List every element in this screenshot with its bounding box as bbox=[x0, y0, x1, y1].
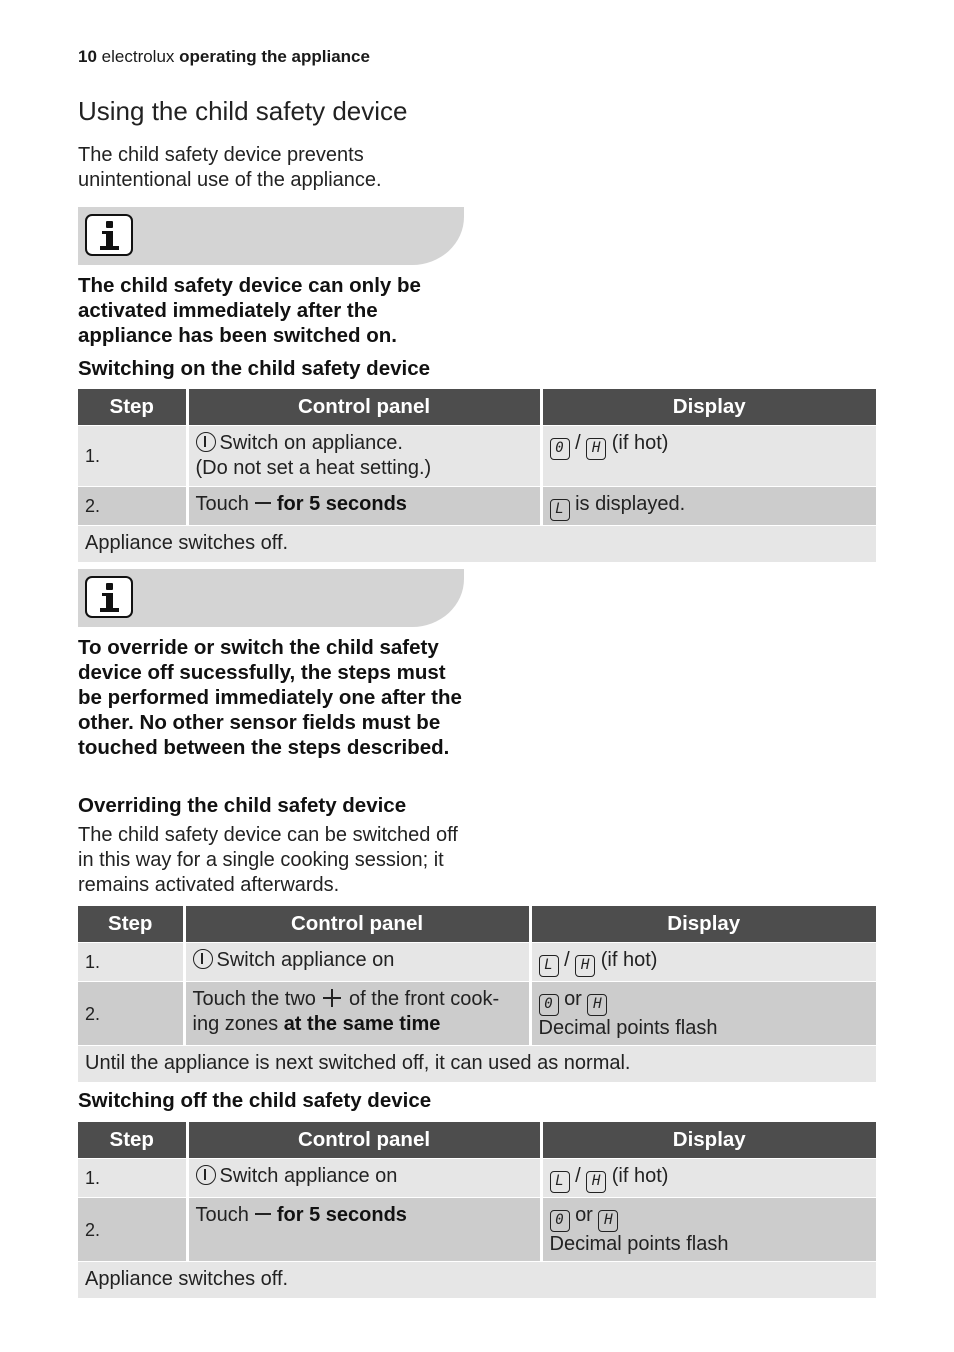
minus-icon bbox=[255, 502, 271, 504]
override-table bbox=[78, 906, 876, 1082]
display-cell: L / H (if hot) bbox=[530, 943, 876, 982]
power-icon bbox=[193, 949, 213, 969]
info-icon bbox=[85, 214, 133, 256]
table-row bbox=[78, 426, 876, 487]
column-header: Display bbox=[541, 1122, 876, 1159]
display-digit-icon: 0 bbox=[550, 1210, 570, 1232]
minus-icon bbox=[255, 1213, 271, 1215]
display-cell: 0 or H Decimal points flash bbox=[541, 1198, 876, 1262]
info-note-text: The child safety device can only be activated immediately after the appliance has been switched on. bbox=[78, 274, 421, 347]
override-text: The child safety device can be switched off in this way for a single cooking session; it remains activated afterwards. bbox=[78, 824, 458, 896]
control-cell: Switch appliance on bbox=[184, 943, 530, 982]
control-cell: Switch appliance on bbox=[187, 1159, 541, 1198]
step-number: 1. bbox=[78, 943, 184, 982]
display-digit-icon: H bbox=[586, 1171, 606, 1193]
display-digit-icon: L bbox=[550, 499, 570, 521]
display-cell: L is displayed. bbox=[541, 487, 876, 526]
display-digit-icon: 0 bbox=[539, 994, 559, 1016]
step-number: 2. bbox=[78, 982, 184, 1046]
display-digit-icon: H bbox=[587, 994, 607, 1016]
override-heading: Overriding the child safety device bbox=[78, 794, 407, 817]
info-note-text: To override or switch the child safety device off sucessfully, the steps must be performed immediately one after the other. No other sensor fields must be touched between the steps described. bbox=[78, 636, 462, 759]
column-header: Step bbox=[78, 389, 187, 426]
control-cell: Switch on appliance. (Do not set a heat setting.) bbox=[187, 426, 541, 487]
page-title: Using the child safety device bbox=[78, 96, 408, 126]
table-row bbox=[78, 487, 876, 526]
step-number: 2. bbox=[78, 1198, 187, 1262]
page-number: 10 bbox=[78, 47, 97, 66]
display-digit-icon: H bbox=[575, 955, 595, 977]
step-number: 1. bbox=[78, 426, 187, 487]
table-footer: Appliance switches off. bbox=[78, 1262, 876, 1298]
table-footer-row bbox=[78, 1262, 876, 1298]
table-header-row bbox=[78, 389, 876, 426]
table-footer-row bbox=[78, 1046, 876, 1082]
table-footer: Until the appliance is next switched off, it can used as normal. bbox=[78, 1046, 876, 1082]
info-icon bbox=[85, 576, 133, 618]
column-header: Step bbox=[78, 906, 184, 943]
display-digit-icon: 0 bbox=[550, 438, 570, 460]
column-header: Control panel bbox=[187, 389, 541, 426]
switch-off-table bbox=[78, 1122, 876, 1298]
switch-on-table bbox=[78, 389, 876, 562]
control-cell: Touch the two of the front cook- ing zones at the same time bbox=[184, 982, 530, 1046]
table-header-row bbox=[78, 1122, 876, 1159]
display-digit-icon: H bbox=[598, 1210, 618, 1232]
info-note-bar bbox=[78, 569, 464, 627]
plus-icon bbox=[323, 989, 341, 1007]
table-row bbox=[78, 1198, 876, 1262]
column-header: Display bbox=[530, 906, 876, 943]
control-cell: Touch for 5 seconds bbox=[187, 1198, 541, 1262]
power-icon bbox=[196, 1165, 216, 1185]
switch-on-heading: Switching on the child safety device bbox=[78, 357, 430, 380]
table-header-row bbox=[78, 906, 876, 943]
display-digit-icon: H bbox=[586, 438, 606, 460]
table-row bbox=[78, 1159, 876, 1198]
display-digit-icon: L bbox=[539, 955, 559, 977]
control-cell: Touch for 5 seconds bbox=[187, 487, 541, 526]
column-header: Step bbox=[78, 1122, 187, 1159]
table-row bbox=[78, 982, 876, 1046]
step-number: 2. bbox=[78, 487, 187, 526]
section-name: operating the appliance bbox=[179, 47, 370, 66]
column-header: Display bbox=[541, 389, 876, 426]
column-header: Control panel bbox=[184, 906, 530, 943]
info-note-bar bbox=[78, 207, 464, 265]
brand-name: electrolux bbox=[101, 47, 175, 66]
switch-off-heading: Switching off the child safety device bbox=[78, 1089, 432, 1112]
display-cell: 0 or H Decimal points flash bbox=[530, 982, 876, 1046]
power-icon bbox=[196, 432, 216, 452]
table-row bbox=[78, 943, 876, 982]
page-header bbox=[78, 47, 370, 67]
column-header: Control panel bbox=[187, 1122, 541, 1159]
table-footer-row bbox=[78, 526, 876, 562]
table-footer: Appliance switches off. bbox=[78, 526, 876, 562]
display-digit-icon: L bbox=[550, 1171, 570, 1193]
display-cell: L / H (if hot) bbox=[541, 1159, 876, 1198]
step-number: 1. bbox=[78, 1159, 187, 1198]
display-cell: 0 / H (if hot) bbox=[541, 426, 876, 487]
intro-text: The child safety device prevents unintentional use of the appliance. bbox=[78, 144, 382, 191]
